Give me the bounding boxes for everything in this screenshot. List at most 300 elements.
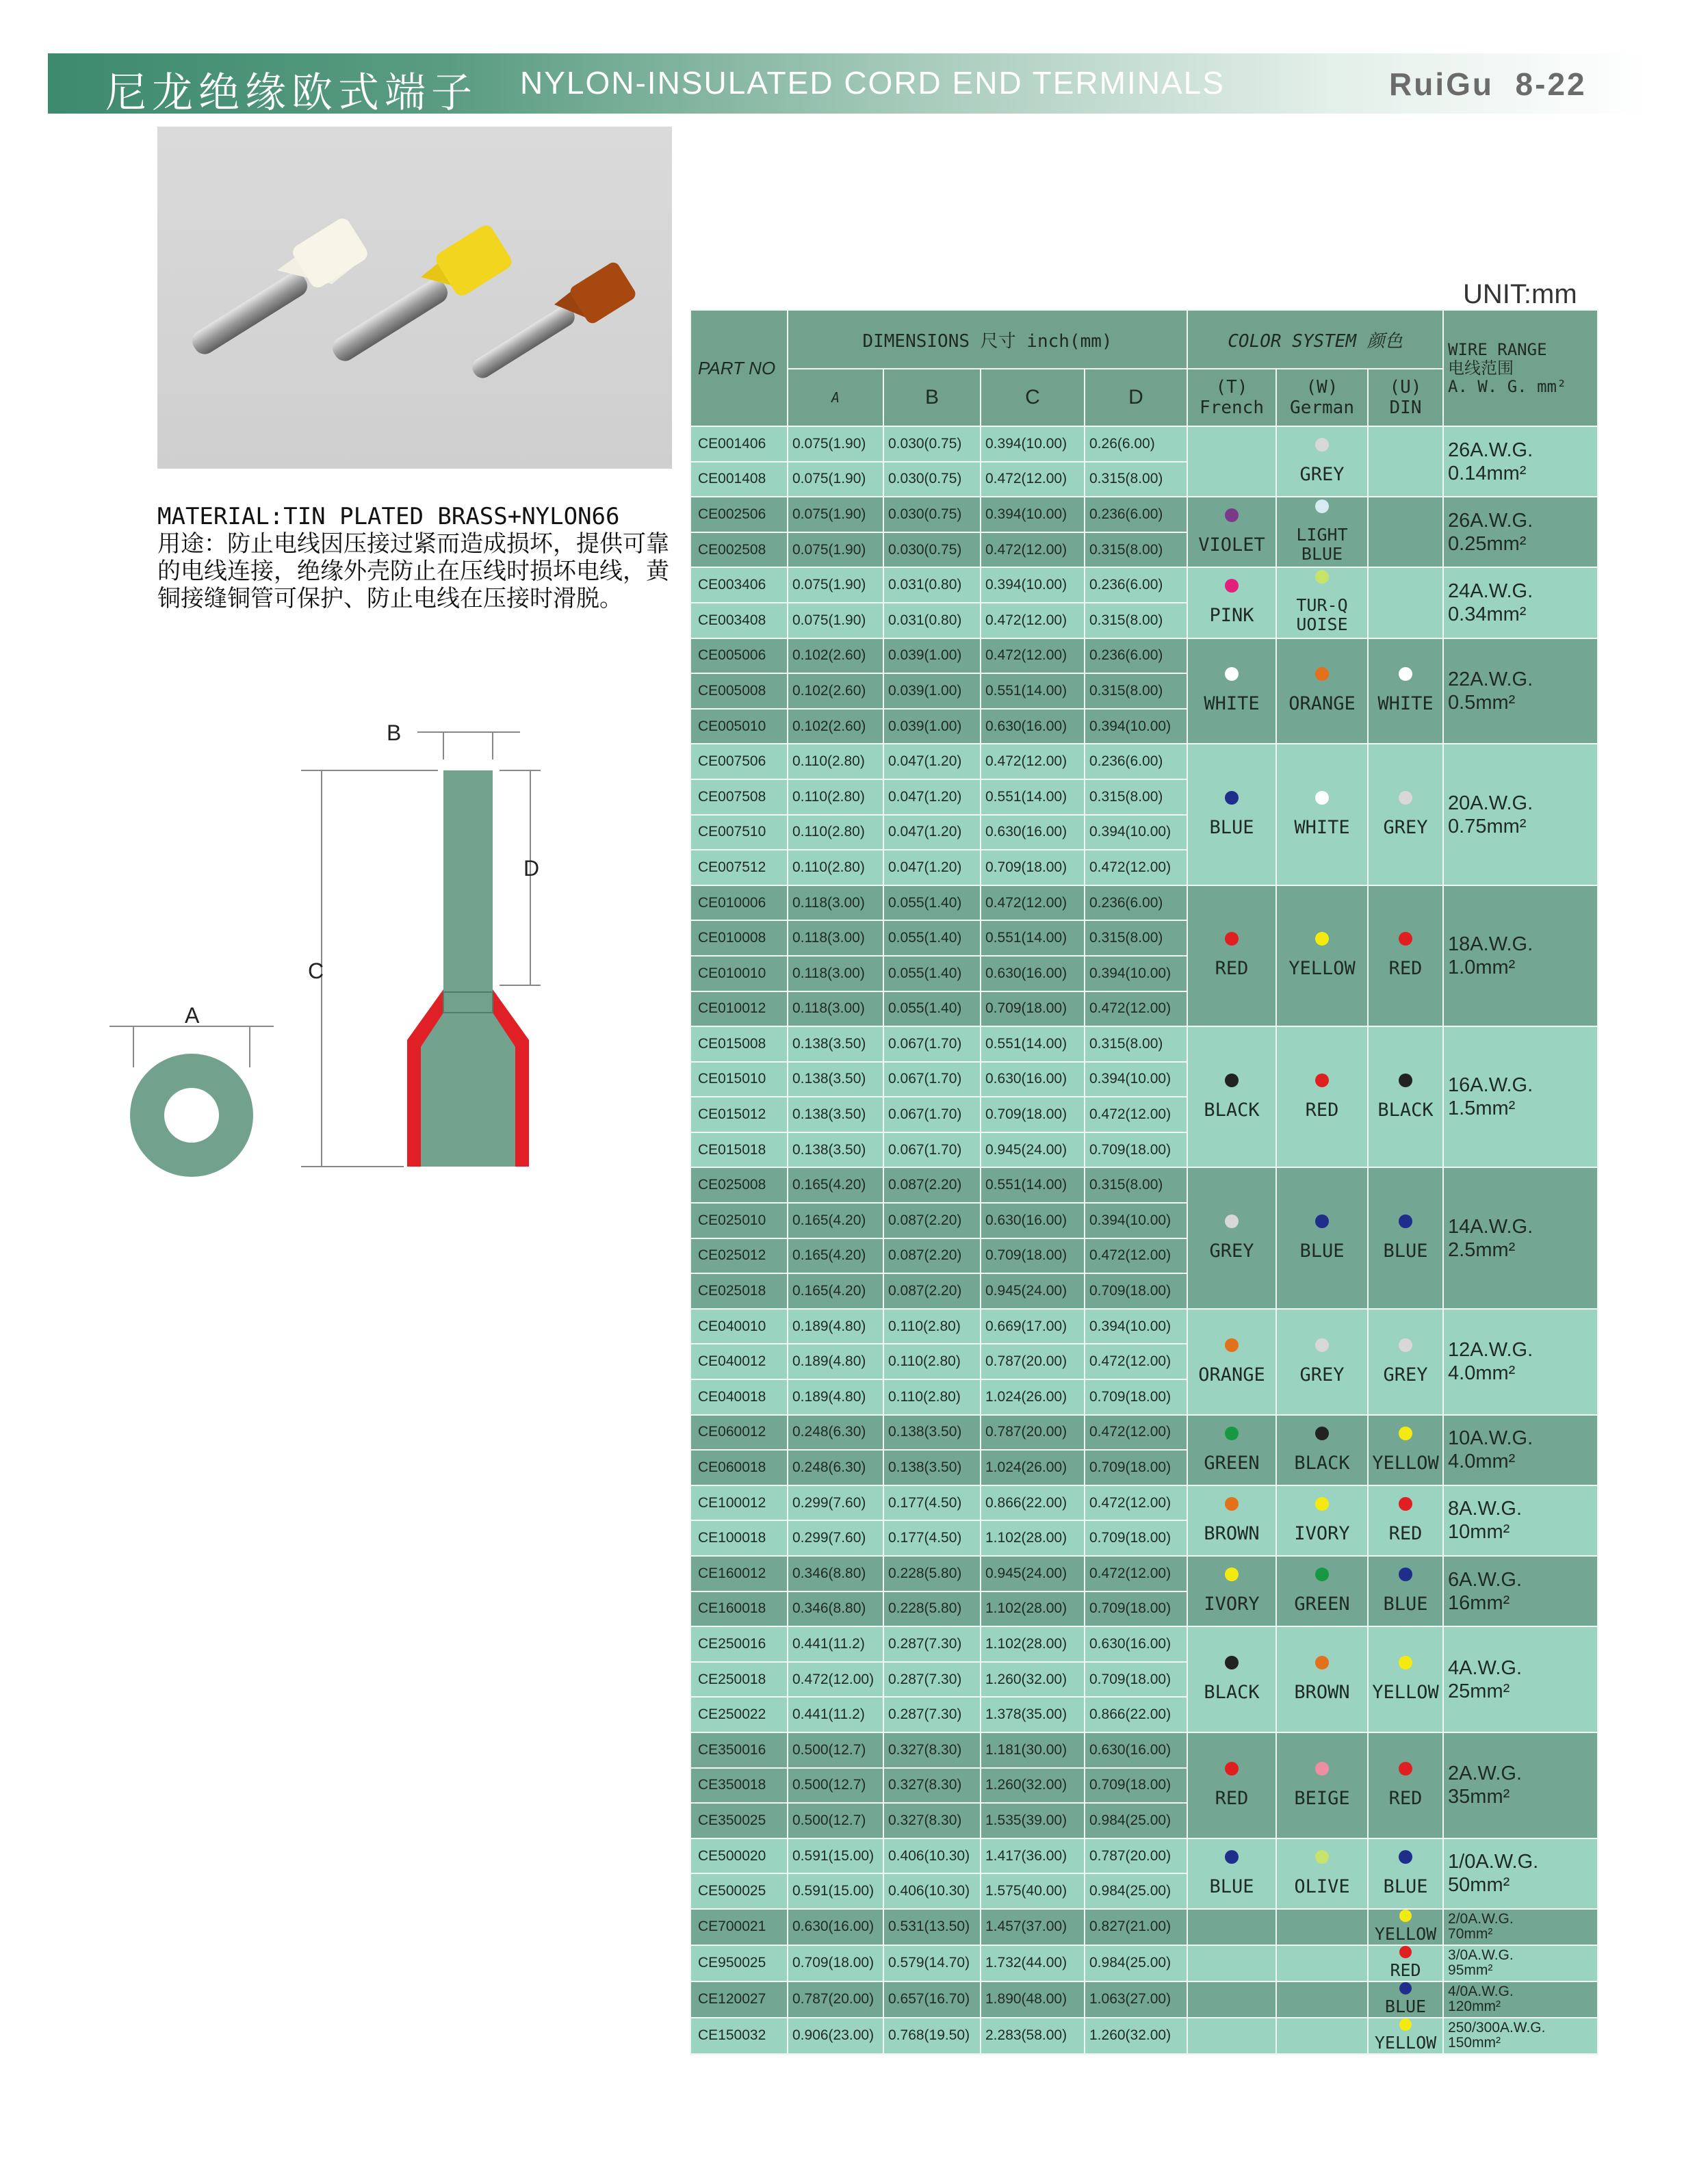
awg-value: 8A.W.G. — [1448, 1498, 1523, 1520]
dimension-b: 0.531(13.50) — [883, 1909, 981, 1945]
color-u-1 — [1368, 497, 1443, 567]
table-row — [690, 1415, 1598, 1451]
mm2-value: 4.0mm² — [1448, 1362, 1516, 1385]
color-name: GREY — [1299, 464, 1345, 486]
dimension-c: 1.102(28.00) — [981, 1626, 1085, 1662]
part-number: CE007510 — [690, 815, 788, 850]
dimension-a: 0.346(8.80) — [788, 1556, 883, 1591]
part-number: CE350016 — [690, 1732, 788, 1768]
color-t-3 — [1187, 638, 1276, 744]
part-number: CE001406 — [690, 426, 788, 462]
dimension-b: 0.138(3.50) — [883, 1450, 981, 1485]
color-u-9 — [1368, 1415, 1443, 1485]
dimension-c: 1.890(48.00) — [981, 1981, 1085, 2018]
dimension-a: 0.165(4.20) — [788, 1167, 883, 1203]
color-name: BLACK — [1204, 1099, 1260, 1121]
dimension-a: 0.709(18.00) — [788, 1945, 883, 1981]
awg-value: 10A.W.G. — [1448, 1427, 1533, 1450]
color-t-18 — [1187, 2018, 1276, 2054]
dimension-d: 0.472(12.00) — [1085, 1238, 1187, 1274]
dimension-c: 0.551(14.00) — [981, 920, 1085, 956]
label-c: C — [308, 959, 324, 983]
color-name: WHITE — [1294, 817, 1350, 839]
color-name: YELLOW — [1372, 1682, 1439, 1704]
dimension-a: 0.591(15.00) — [788, 1873, 883, 1909]
wire-range-6 — [1443, 1026, 1598, 1167]
dimension-d: 0.984(25.00) — [1085, 1803, 1187, 1838]
dimension-b: 0.055(1.40) — [883, 920, 981, 956]
part-number: CE002506 — [690, 497, 788, 532]
table-row — [690, 2018, 1598, 2054]
color-dot — [1399, 1850, 1412, 1864]
color-dot — [1399, 1946, 1412, 1958]
dimension-c: 1.575(40.00) — [981, 1873, 1085, 1909]
dimension-c: 0.472(12.00) — [981, 532, 1085, 568]
dimension-d: 0.394(10.00) — [1085, 1309, 1187, 1344]
color-dot — [1225, 1656, 1239, 1669]
color-dot — [1399, 1214, 1412, 1228]
color-dot — [1399, 1762, 1412, 1776]
dimension-b: 0.087(2.20) — [883, 1167, 981, 1203]
color-t-7 — [1187, 1167, 1276, 1308]
dimension-d: 0.315(8.00) — [1085, 462, 1187, 497]
mm2-value: 150mm² — [1448, 2035, 1501, 2051]
color-dot — [1225, 1338, 1239, 1352]
part-number: CE025012 — [690, 1238, 788, 1274]
color-u-15 — [1368, 1909, 1443, 1945]
mm2-value: 0.14mm² — [1448, 462, 1527, 484]
dimension-d: 0.315(8.00) — [1085, 1026, 1187, 1062]
dimension-d: 0.236(6.00) — [1085, 744, 1187, 779]
header-col-b: B — [883, 369, 981, 426]
part-number: CE100012 — [690, 1485, 788, 1521]
dimension-a: 0.346(8.80) — [788, 1591, 883, 1627]
dimension-a: 0.165(4.20) — [788, 1238, 883, 1274]
dimension-c: 0.709(18.00) — [981, 991, 1085, 1027]
dimension-a: 0.138(3.50) — [788, 1132, 883, 1168]
color-w-15 — [1276, 1909, 1368, 1945]
part-number: CE500020 — [690, 1838, 788, 1874]
dimension-c: 0.551(14.00) — [981, 1026, 1085, 1062]
color-dot — [1399, 1338, 1412, 1352]
dimension-c: 1.102(28.00) — [981, 1520, 1085, 1556]
dimension-b: 0.327(8.30) — [883, 1768, 981, 1804]
dimension-a: 0.441(11.2) — [788, 1697, 883, 1732]
part-number: CE007512 — [690, 850, 788, 885]
dimension-a: 0.110(2.80) — [788, 779, 883, 815]
part-number: CE010008 — [690, 920, 788, 956]
table-row — [690, 1838, 1598, 1874]
color-dot — [1399, 1427, 1412, 1440]
dimension-b: 0.047(1.20) — [883, 815, 981, 850]
color-w-17 — [1276, 1981, 1368, 2018]
label-a: A — [185, 1003, 200, 1028]
color-t-15 — [1187, 1909, 1276, 1945]
dimension-c: 0.787(20.00) — [981, 1415, 1085, 1451]
dimension-a: 0.165(4.20) — [788, 1273, 883, 1309]
part-number: CE002508 — [690, 532, 788, 568]
color-w-5 — [1276, 885, 1368, 1026]
color-t-13 — [1187, 1732, 1276, 1838]
dimension-d: 0.315(8.00) — [1085, 1167, 1187, 1203]
color-w-2 — [1276, 567, 1368, 638]
color-t-1 — [1187, 497, 1276, 567]
dimension-b: 0.067(1.70) — [883, 1026, 981, 1062]
color-name: WHITE — [1377, 693, 1434, 715]
wire-range-5 — [1443, 885, 1598, 1026]
header-french: (T) French — [1187, 369, 1276, 426]
dimension-b: 0.055(1.40) — [883, 885, 981, 921]
color-dot — [1315, 1074, 1329, 1087]
part-number: CE025018 — [690, 1273, 788, 1309]
dimension-c: 1.102(28.00) — [981, 1591, 1085, 1627]
wire-range-cn: 电线范围 — [1448, 358, 1514, 378]
dimension-a: 0.248(6.30) — [788, 1450, 883, 1485]
dimension-c: 1.535(39.00) — [981, 1803, 1085, 1838]
color-name: BLUE — [1383, 1594, 1428, 1615]
color-u-6 — [1368, 1026, 1443, 1167]
mm2-value: 35mm² — [1448, 1786, 1510, 1808]
wire-range-12 — [1443, 1626, 1598, 1732]
dimension-c: 1.260(32.00) — [981, 1768, 1085, 1804]
mm2-value: 95mm² — [1448, 1962, 1493, 1979]
dimension-a: 0.472(12.00) — [788, 1662, 883, 1698]
awg-value: 4/0A.W.G. — [1448, 1984, 1514, 2000]
color-dot — [1399, 667, 1412, 681]
color-name: RED — [1305, 1099, 1339, 1121]
table-row — [690, 885, 1598, 921]
color-dot — [1315, 438, 1329, 452]
color-dot — [1225, 1427, 1239, 1440]
wire-range-unit: A. W. G. mm² — [1448, 376, 1567, 396]
dimension-b: 0.055(1.40) — [883, 991, 981, 1027]
color-name: RED — [1388, 958, 1423, 980]
awg-value: 14A.W.G. — [1448, 1215, 1533, 1238]
color-dot — [1399, 1497, 1412, 1511]
color-name: GREEN — [1294, 1594, 1350, 1615]
color-name: VIOLET — [1198, 534, 1265, 556]
color-name: BLUE — [1209, 817, 1254, 839]
part-number: CE005008 — [690, 673, 788, 709]
dimension-a: 0.441(11.2) — [788, 1626, 883, 1662]
color-dot — [1225, 1568, 1239, 1581]
color-name: YELLOW — [1374, 1923, 1437, 1944]
terminal-side-view — [301, 720, 541, 1167]
part-number: CE003408 — [690, 603, 788, 638]
header-part-no: PART NO — [690, 310, 788, 426]
dimension-b: 0.327(8.30) — [883, 1803, 981, 1838]
dimension-b: 0.067(1.70) — [883, 1132, 981, 1168]
dimension-b: 0.047(1.20) — [883, 779, 981, 815]
awg-value: 24A.W.G. — [1448, 580, 1533, 602]
color-u-11 — [1368, 1556, 1443, 1626]
dimension-b: 0.039(1.00) — [883, 673, 981, 709]
dimension-d: 0.472(12.00) — [1085, 1485, 1187, 1521]
dimension-d: 0.709(18.00) — [1085, 1273, 1187, 1309]
color-name: WHITE — [1204, 693, 1260, 715]
color-name: BLUE — [1299, 1240, 1345, 1262]
dimension-d: 0.472(12.00) — [1085, 991, 1187, 1027]
dimension-d: 0.866(22.00) — [1085, 1697, 1187, 1732]
dimension-b: 0.177(4.50) — [883, 1485, 981, 1521]
color-dot — [1315, 1214, 1329, 1228]
table-row — [690, 1167, 1598, 1203]
color-w-3 — [1276, 638, 1368, 744]
dimension-c: 0.945(24.00) — [981, 1132, 1085, 1168]
product-photo — [157, 127, 672, 469]
color-t-5 — [1187, 885, 1276, 1026]
part-number: CE160018 — [690, 1591, 788, 1627]
wire-range-0 — [1443, 426, 1598, 497]
dimension-b: 0.030(0.75) — [883, 532, 981, 568]
dimension-d: 0.394(10.00) — [1085, 1062, 1187, 1097]
part-number: CE003406 — [690, 567, 788, 603]
part-number: CE005006 — [690, 638, 788, 674]
table-row — [690, 1556, 1598, 1591]
dimension-d: 0.315(8.00) — [1085, 673, 1187, 709]
dimension-a: 0.906(23.00) — [788, 2018, 883, 2054]
header-wire-range — [1443, 310, 1598, 426]
color-w-6 — [1276, 1026, 1368, 1167]
dimension-c: 0.394(10.00) — [981, 426, 1085, 462]
header-col-d: D — [1085, 369, 1187, 426]
dimension-b: 0.031(0.80) — [883, 567, 981, 603]
table-row — [690, 497, 1598, 532]
color-name: BLACK — [1204, 1682, 1260, 1704]
dimension-a: 0.118(3.00) — [788, 956, 883, 991]
dimension-b: 0.067(1.70) — [883, 1062, 981, 1097]
color-t-14 — [1187, 1838, 1276, 1909]
dimension-d: 0.630(16.00) — [1085, 1732, 1187, 1768]
awg-value: 26A.W.G. — [1448, 509, 1533, 532]
awg-value: 6A.W.G. — [1448, 1568, 1523, 1591]
part-number: CE025010 — [690, 1203, 788, 1238]
dimension-a: 0.102(2.60) — [788, 709, 883, 744]
part-number: CE015012 — [690, 1097, 788, 1132]
part-number: CE060018 — [690, 1450, 788, 1485]
dimension-d: 0.630(16.00) — [1085, 1626, 1187, 1662]
table-row — [690, 567, 1598, 603]
dimension-c: 0.866(22.00) — [981, 1485, 1085, 1521]
color-name: BLUE — [1383, 1875, 1428, 1897]
dimension-d: 0.236(6.00) — [1085, 567, 1187, 603]
dimension-c: 1.732(44.00) — [981, 1945, 1085, 1981]
dimension-b: 0.067(1.70) — [883, 1097, 981, 1132]
part-number: CE040010 — [690, 1309, 788, 1344]
color-dot — [1225, 1497, 1239, 1511]
color-u-16 — [1368, 1945, 1443, 1981]
dimension-a: 0.500(12.7) — [788, 1768, 883, 1804]
title-chinese: 尼龙绝缘欧式端子 — [105, 69, 478, 117]
color-t-12 — [1187, 1626, 1276, 1732]
part-number: CE950025 — [690, 1945, 788, 1981]
dimension-a: 0.189(4.80) — [788, 1309, 883, 1344]
color-dot — [1315, 1427, 1329, 1440]
color-u-7 — [1368, 1167, 1443, 1308]
dimension-d: 0.787(20.00) — [1085, 1838, 1187, 1874]
dimension-b: 0.110(2.80) — [883, 1309, 981, 1344]
color-t-0 — [1187, 426, 1276, 497]
mm2-value: 0.75mm² — [1448, 815, 1527, 837]
color-u-13 — [1368, 1732, 1443, 1838]
header-dimensions: DIMENSIONS 尺寸 inch(mm) — [788, 310, 1187, 369]
wire-range-18 — [1443, 2018, 1598, 2054]
color-dot — [1315, 1762, 1329, 1776]
color-t-11 — [1187, 1556, 1276, 1626]
terminal-photo-illustration — [157, 127, 672, 469]
dimension-d: 0.984(25.00) — [1085, 1945, 1187, 1981]
dimension-b: 0.110(2.80) — [883, 1379, 981, 1415]
dimension-d: 0.472(12.00) — [1085, 1097, 1187, 1132]
wire-range-10 — [1443, 1485, 1598, 1556]
dimension-a: 0.591(15.00) — [788, 1838, 883, 1874]
dimension-d: 0.236(6.00) — [1085, 638, 1187, 674]
dimension-a: 0.138(3.50) — [788, 1026, 883, 1062]
dimension-a: 0.189(4.80) — [788, 1344, 883, 1379]
material-description — [157, 503, 705, 612]
color-u-10 — [1368, 1485, 1443, 1556]
dimension-c: 0.787(20.00) — [981, 1344, 1085, 1379]
dimension-b: 0.768(19.50) — [883, 2018, 981, 2054]
dimension-d: 0.315(8.00) — [1085, 779, 1187, 815]
awg-value: 1/0A.W.G. — [1448, 1851, 1539, 1873]
dimension-d: 0.394(10.00) — [1085, 815, 1187, 850]
color-name: BLUE — [1384, 1996, 1427, 2016]
part-number: CE120027 — [690, 1981, 788, 2018]
wire-range-13 — [1443, 1732, 1598, 1838]
color-dot — [1315, 667, 1329, 681]
table-row — [690, 1485, 1598, 1521]
part-number: CE010010 — [690, 956, 788, 991]
usage-text: 用途：防止电线因压接过紧而造成损坏，提供可靠的电线连接，绝缘外壳防止在压线时损坏电线，黄铜接缝铜管可保护、防止电线在压接时滑脱。 — [157, 530, 669, 612]
color-dot — [1399, 1074, 1412, 1087]
dimension-b: 0.030(0.75) — [883, 426, 981, 462]
dimension-c: 0.709(18.00) — [981, 850, 1085, 885]
mm2-value: 4.0mm² — [1448, 1451, 1516, 1473]
part-number: CE150032 — [690, 2018, 788, 2054]
dimension-c: 0.551(14.00) — [981, 1167, 1085, 1203]
part-number: CE060012 — [690, 1415, 788, 1451]
color-t-4 — [1187, 744, 1276, 885]
color-w-14 — [1276, 1838, 1368, 1909]
dimension-b: 0.031(0.80) — [883, 603, 981, 638]
dimension-b: 0.087(2.20) — [883, 1203, 981, 1238]
color-w-18 — [1276, 2018, 1368, 2054]
wire-range-11 — [1443, 1556, 1598, 1626]
table-row — [690, 1945, 1598, 1981]
color-dot — [1315, 791, 1329, 805]
dimension-b: 0.039(1.00) — [883, 638, 981, 674]
dimension-b: 0.228(5.80) — [883, 1591, 981, 1627]
color-dot — [1399, 932, 1412, 946]
dimension-b: 0.406(10.30) — [883, 1838, 981, 1874]
color-name: RED — [1215, 1787, 1249, 1809]
unit-label: UNIT:mm — [1463, 279, 1577, 309]
awg-value: 20A.W.G. — [1448, 792, 1533, 814]
dimension-d: 1.063(27.00) — [1085, 1981, 1187, 2018]
dimension-d: 0.394(10.00) — [1085, 1203, 1187, 1238]
dimension-a: 0.299(7.60) — [788, 1520, 883, 1556]
color-dot — [1225, 667, 1239, 681]
color-w-8 — [1276, 1309, 1368, 1415]
dimension-c: 1.181(30.00) — [981, 1732, 1085, 1768]
dimension-d: 0.709(18.00) — [1085, 1379, 1187, 1415]
color-dot — [1225, 1850, 1239, 1864]
color-u-0 — [1368, 426, 1443, 497]
color-dot — [1315, 1568, 1329, 1581]
color-dot — [1225, 791, 1239, 805]
dimension-b: 0.110(2.80) — [883, 1344, 981, 1379]
wire-range-16 — [1443, 1945, 1598, 1981]
dimension-d: 0.236(6.00) — [1085, 885, 1187, 921]
table-row — [690, 1732, 1598, 1768]
dimension-b: 0.579(14.70) — [883, 1945, 981, 1981]
dimension-a: 0.138(3.50) — [788, 1097, 883, 1132]
dimension-c: 0.630(16.00) — [981, 709, 1085, 744]
dimension-a: 0.075(1.90) — [788, 462, 883, 497]
dimension-c: 0.551(14.00) — [981, 673, 1085, 709]
color-t-9 — [1187, 1415, 1276, 1485]
dimension-a: 0.630(16.00) — [788, 1909, 883, 1945]
mm2-value: 25mm² — [1448, 1680, 1510, 1702]
color-name: IVORY — [1204, 1594, 1260, 1615]
awg-value: 4A.W.G. — [1448, 1656, 1523, 1679]
dimension-d: 0.236(6.00) — [1085, 497, 1187, 532]
color-name: BLACK — [1377, 1099, 1434, 1121]
wire-range-3 — [1443, 638, 1598, 744]
part-number: CE025008 — [690, 1167, 788, 1203]
part-number: CE007506 — [690, 744, 788, 779]
mm2-value: 0.5mm² — [1448, 691, 1516, 714]
dimension-a: 0.138(3.50) — [788, 1062, 883, 1097]
color-u-2 — [1368, 567, 1443, 638]
dimension-a: 0.299(7.60) — [788, 1485, 883, 1521]
color-name: TUR-QUOISE — [1296, 595, 1348, 635]
color-w-10 — [1276, 1485, 1368, 1556]
part-number: CE250018 — [690, 1662, 788, 1698]
color-u-17 — [1368, 1981, 1443, 2018]
dimension-a: 0.110(2.80) — [788, 850, 883, 885]
dimension-d: 0.709(18.00) — [1085, 1591, 1187, 1627]
dimension-c: 0.630(16.00) — [981, 815, 1085, 850]
header-german: (W) German — [1276, 369, 1368, 426]
color-name: BLUE — [1209, 1875, 1254, 1897]
title-english: NYLON-INSULATED CORD END TERMINALS — [520, 65, 1225, 101]
dimension-c: 0.394(10.00) — [981, 567, 1085, 603]
dimension-d: 0.709(18.00) — [1085, 1520, 1187, 1556]
dimension-b: 0.287(7.30) — [883, 1626, 981, 1662]
dimension-a: 0.165(4.20) — [788, 1203, 883, 1238]
wire-range-8 — [1443, 1309, 1598, 1415]
color-dot — [1225, 932, 1239, 946]
dimension-c: 0.709(18.00) — [981, 1238, 1085, 1274]
dimension-b: 0.138(3.50) — [883, 1415, 981, 1451]
table-row — [690, 426, 1598, 462]
dimension-c: 0.945(24.00) — [981, 1273, 1085, 1309]
dimension-b: 0.406(10.30) — [883, 1873, 981, 1909]
color-dot — [1315, 499, 1329, 513]
material-line: MATERIAL:TIN PLATED BRASS+NYLON66 — [157, 503, 620, 530]
part-number: CE160012 — [690, 1556, 788, 1591]
wire-range-en: WIRE RANGE — [1448, 339, 1547, 359]
label-b: B — [387, 720, 402, 745]
color-w-1 — [1276, 497, 1368, 567]
part-number: CE040018 — [690, 1379, 788, 1415]
dimension-diagram — [103, 712, 582, 1184]
dimension-b: 0.177(4.50) — [883, 1520, 981, 1556]
dimension-a: 0.075(1.90) — [788, 603, 883, 638]
color-name: RED — [1390, 1960, 1421, 1980]
